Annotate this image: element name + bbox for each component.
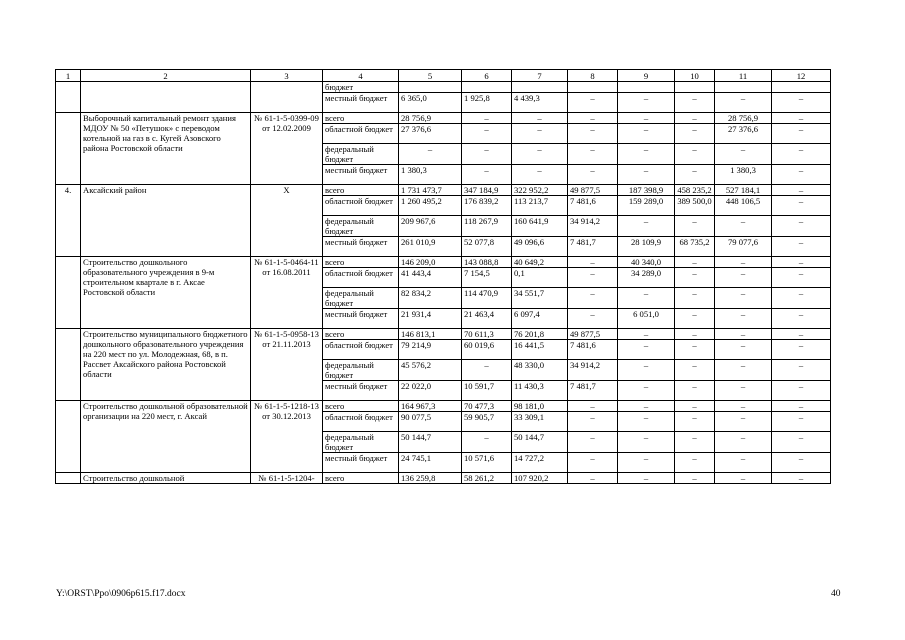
table-row bbox=[56, 329, 831, 340]
value-cell: 6 051,0 bbox=[618, 309, 675, 329]
value-cell: 7 481,7 bbox=[568, 381, 618, 401]
row-number-cell bbox=[56, 401, 81, 473]
funding-source-cell: местный бюджет bbox=[323, 453, 399, 473]
value-cell: – bbox=[512, 113, 568, 124]
object-name-cell: Строительство дошкольной образовательной организации на 220 мест, г. Аксай bbox=[81, 401, 251, 473]
value-cell bbox=[512, 82, 568, 93]
value-cell: – bbox=[772, 196, 831, 216]
object-name-cell bbox=[81, 82, 251, 113]
funding-source-cell: всего bbox=[323, 329, 399, 340]
value-cell: – bbox=[772, 381, 831, 401]
value-cell: 70 611,3 bbox=[462, 329, 512, 340]
table-row bbox=[56, 185, 831, 196]
value-cell: – bbox=[618, 340, 675, 360]
value-cell: 60 019,6 bbox=[462, 340, 512, 360]
expertise-number-cell: Х bbox=[251, 185, 323, 257]
column-number-cell: 11 bbox=[715, 70, 772, 82]
value-cell: 187 398,9 bbox=[618, 185, 675, 196]
funding-source-cell: федеральный бюджет bbox=[323, 360, 399, 381]
value-cell: 34 551,7 bbox=[512, 288, 568, 309]
value-cell: – bbox=[568, 309, 618, 329]
value-cell: – bbox=[772, 473, 831, 484]
funding-source-cell: всего bbox=[323, 473, 399, 484]
value-cell: 49 096,6 bbox=[512, 237, 568, 257]
value-cell: 261 010,9 bbox=[399, 237, 462, 257]
value-cell: – bbox=[618, 124, 675, 144]
row-number-cell bbox=[56, 257, 81, 329]
value-cell: 24 745,1 bbox=[399, 453, 462, 473]
value-cell: 448 106,5 bbox=[715, 196, 772, 216]
value-cell: 1 380,3 bbox=[399, 165, 462, 185]
value-cell: – bbox=[618, 216, 675, 237]
value-cell: 21 931,4 bbox=[399, 309, 462, 329]
value-cell: – bbox=[715, 257, 772, 268]
value-cell: 527 184,1 bbox=[715, 185, 772, 196]
value-cell: – bbox=[772, 216, 831, 237]
value-cell: – bbox=[772, 165, 831, 185]
expertise-number-cell: № 61-1-5-0464-11 от 16.08.2011 bbox=[251, 257, 323, 329]
value-cell: – bbox=[675, 288, 715, 309]
value-cell: – bbox=[675, 124, 715, 144]
value-cell: – bbox=[715, 216, 772, 237]
value-cell: – bbox=[772, 237, 831, 257]
row-number-cell bbox=[56, 82, 81, 113]
value-cell: – bbox=[399, 144, 462, 165]
value-cell: – bbox=[618, 93, 675, 113]
budget-table bbox=[55, 69, 831, 484]
value-cell: – bbox=[618, 329, 675, 340]
value-cell: – bbox=[675, 268, 715, 288]
value-cell: 146 209,0 bbox=[399, 257, 462, 268]
value-cell: – bbox=[675, 257, 715, 268]
value-cell: – bbox=[772, 257, 831, 268]
value-cell: – bbox=[462, 113, 512, 124]
value-cell: – bbox=[618, 401, 675, 412]
value-cell: 10 591,7 bbox=[462, 381, 512, 401]
value-cell bbox=[568, 82, 618, 93]
value-cell: 7 481,7 bbox=[568, 237, 618, 257]
value-cell: 4 439,3 bbox=[512, 93, 568, 113]
value-cell: – bbox=[675, 473, 715, 484]
value-cell: – bbox=[618, 412, 675, 432]
document-file-path: Y:\ORST\Ppo\0906p615.f17.docx bbox=[56, 589, 186, 599]
value-cell: – bbox=[675, 432, 715, 453]
value-cell: – bbox=[618, 453, 675, 473]
value-cell: – bbox=[462, 360, 512, 381]
value-cell: – bbox=[675, 113, 715, 124]
value-cell: 1 925,8 bbox=[462, 93, 512, 113]
funding-source-cell: областной бюджет bbox=[323, 268, 399, 288]
value-cell: 107 920,2 bbox=[512, 473, 568, 484]
value-cell bbox=[675, 82, 715, 93]
column-number-cell: 6 bbox=[462, 70, 512, 82]
funding-source-cell: федеральный бюджет bbox=[323, 288, 399, 309]
table-row bbox=[56, 257, 831, 268]
row-number-cell bbox=[56, 113, 81, 185]
value-cell: 59 905,7 bbox=[462, 412, 512, 432]
value-cell: 22 022,0 bbox=[399, 381, 462, 401]
value-cell: – bbox=[675, 360, 715, 381]
value-cell: – bbox=[715, 309, 772, 329]
object-name-cell: Строительство дошкольного образовательного учреждения в 9-м строительном квартале в г. Аксае Ростовской области bbox=[81, 257, 251, 329]
value-cell: 34 914,2 bbox=[568, 360, 618, 381]
value-cell: – bbox=[772, 113, 831, 124]
value-cell: – bbox=[512, 124, 568, 144]
funding-source-cell: федеральный бюджет bbox=[323, 432, 399, 453]
value-cell: 6 365,0 bbox=[399, 93, 462, 113]
object-name-cell: Выборочный капитальный ремонт здания МДОУ № 50 «Петушок» с переводом котельной на газ в с. Кугей Азовского района Ростовской области bbox=[81, 113, 251, 185]
value-cell: – bbox=[675, 93, 715, 113]
value-cell: – bbox=[772, 144, 831, 165]
value-cell bbox=[462, 82, 512, 93]
value-cell: 118 267,9 bbox=[462, 216, 512, 237]
value-cell: – bbox=[772, 268, 831, 288]
funding-source-cell: всего bbox=[323, 401, 399, 412]
value-cell: 34 289,0 bbox=[618, 268, 675, 288]
funding-source-cell: областной бюджет bbox=[323, 412, 399, 432]
value-cell: 40 649,2 bbox=[512, 257, 568, 268]
value-cell: 40 340,0 bbox=[618, 257, 675, 268]
value-cell: – bbox=[675, 309, 715, 329]
value-cell: 1 380,3 bbox=[715, 165, 772, 185]
value-cell: – bbox=[715, 412, 772, 432]
value-cell: – bbox=[772, 401, 831, 412]
object-name-cell: Строительство муниципального бюджетного дошкольного образовательного учреждения на 220 мест по ул. Молодежная, 68, в п. Рассвет Аксайского района Ростовской области bbox=[81, 329, 251, 401]
value-cell: – bbox=[675, 144, 715, 165]
value-cell: – bbox=[568, 453, 618, 473]
value-cell: 347 184,9 bbox=[462, 185, 512, 196]
value-cell: 209 967,6 bbox=[399, 216, 462, 237]
value-cell bbox=[618, 82, 675, 93]
value-cell: 6 097,4 bbox=[512, 309, 568, 329]
value-cell bbox=[715, 82, 772, 93]
value-cell: 7 481,6 bbox=[568, 196, 618, 216]
expertise-number-cell: № 61-1-5-0399-09 от 12.02.2009 bbox=[251, 113, 323, 185]
value-cell: 50 144,7 bbox=[399, 432, 462, 453]
column-number-cell: 10 bbox=[675, 70, 715, 82]
funding-source-cell: местный бюджет bbox=[323, 165, 399, 185]
value-cell: – bbox=[715, 144, 772, 165]
table-row bbox=[56, 113, 831, 124]
value-cell bbox=[772, 82, 831, 93]
table-row bbox=[56, 82, 831, 93]
value-cell: 458 235,2 bbox=[675, 185, 715, 196]
value-cell: – bbox=[568, 257, 618, 268]
value-cell: – bbox=[715, 453, 772, 473]
value-cell: – bbox=[462, 165, 512, 185]
value-cell: – bbox=[715, 288, 772, 309]
value-cell bbox=[399, 82, 462, 93]
table-row bbox=[56, 473, 831, 484]
value-cell: – bbox=[715, 268, 772, 288]
value-cell: – bbox=[772, 453, 831, 473]
value-cell: 68 735,2 bbox=[675, 237, 715, 257]
funding-source-cell: местный бюджет bbox=[323, 93, 399, 113]
value-cell: 146 813,1 bbox=[399, 329, 462, 340]
value-cell: – bbox=[772, 185, 831, 196]
value-cell: 136 259,8 bbox=[399, 473, 462, 484]
value-cell: – bbox=[675, 329, 715, 340]
value-cell: – bbox=[512, 144, 568, 165]
value-cell: – bbox=[772, 288, 831, 309]
value-cell: 50 144,7 bbox=[512, 432, 568, 453]
value-cell: – bbox=[568, 412, 618, 432]
value-cell: – bbox=[568, 93, 618, 113]
value-cell: – bbox=[568, 473, 618, 484]
funding-source-cell: местный бюджет bbox=[323, 237, 399, 257]
value-cell: 11 430,3 bbox=[512, 381, 568, 401]
page-number: 40 bbox=[831, 589, 841, 599]
value-cell: – bbox=[675, 453, 715, 473]
column-number-cell: 2 bbox=[81, 70, 251, 82]
value-cell: 143 088,8 bbox=[462, 257, 512, 268]
value-cell: 76 201,8 bbox=[512, 329, 568, 340]
value-cell: 160 641,9 bbox=[512, 216, 568, 237]
value-cell: – bbox=[568, 144, 618, 165]
value-cell: – bbox=[618, 473, 675, 484]
value-cell: 45 576,2 bbox=[399, 360, 462, 381]
value-cell: 14 727,2 bbox=[512, 453, 568, 473]
column-number-cell: 7 bbox=[512, 70, 568, 82]
funding-source-cell: всего bbox=[323, 113, 399, 124]
value-cell: – bbox=[772, 309, 831, 329]
expertise-number-cell: № 61-1-5-1204- bbox=[251, 473, 323, 484]
value-cell: 28 756,9 bbox=[399, 113, 462, 124]
value-cell: 159 289,0 bbox=[618, 196, 675, 216]
value-cell: 28 756,9 bbox=[715, 113, 772, 124]
value-cell: 82 834,2 bbox=[399, 288, 462, 309]
funding-source-cell: областной бюджет bbox=[323, 124, 399, 144]
value-cell: 7 481,6 bbox=[568, 340, 618, 360]
value-cell: 114 470,9 bbox=[462, 288, 512, 309]
value-cell: – bbox=[568, 113, 618, 124]
value-cell: – bbox=[618, 381, 675, 401]
value-cell: – bbox=[772, 329, 831, 340]
funding-source-cell: областной бюджет bbox=[323, 340, 399, 360]
value-cell: – bbox=[715, 473, 772, 484]
value-cell: 322 952,2 bbox=[512, 185, 568, 196]
value-cell: 48 330,0 bbox=[512, 360, 568, 381]
value-cell: – bbox=[715, 329, 772, 340]
funding-source-cell: областной бюджет bbox=[323, 196, 399, 216]
value-cell: – bbox=[715, 360, 772, 381]
expertise-number-cell bbox=[251, 82, 323, 113]
value-cell: 79 077,6 bbox=[715, 237, 772, 257]
table-row bbox=[56, 401, 831, 412]
value-cell: – bbox=[568, 288, 618, 309]
value-cell: – bbox=[675, 165, 715, 185]
funding-source-cell: федеральный бюджет bbox=[323, 216, 399, 237]
value-cell: – bbox=[772, 93, 831, 113]
value-cell: 113 213,7 bbox=[512, 196, 568, 216]
value-cell: – bbox=[462, 432, 512, 453]
column-number-cell: 1 bbox=[56, 70, 81, 82]
expertise-number-cell: № 61-1-5-0958-13 от 21.11.2013 bbox=[251, 329, 323, 401]
value-cell: – bbox=[512, 165, 568, 185]
value-cell: – bbox=[568, 401, 618, 412]
value-cell: 98 181,0 bbox=[512, 401, 568, 412]
column-number-cell: 5 bbox=[399, 70, 462, 82]
value-cell: – bbox=[462, 144, 512, 165]
value-cell: 52 077,8 bbox=[462, 237, 512, 257]
value-cell: 7 154,5 bbox=[462, 268, 512, 288]
value-cell: 41 443,4 bbox=[399, 268, 462, 288]
funding-source-cell: всего bbox=[323, 185, 399, 196]
value-cell: – bbox=[618, 432, 675, 453]
value-cell: – bbox=[772, 412, 831, 432]
column-number-cell: 3 bbox=[251, 70, 323, 82]
object-name-cell: Строительство дошкольной bbox=[81, 473, 251, 484]
value-cell: – bbox=[715, 401, 772, 412]
value-cell: – bbox=[675, 401, 715, 412]
value-cell: 90 077,5 bbox=[399, 412, 462, 432]
value-cell: 79 214,9 bbox=[399, 340, 462, 360]
value-cell: 176 839,2 bbox=[462, 196, 512, 216]
value-cell: – bbox=[568, 268, 618, 288]
value-cell: – bbox=[568, 432, 618, 453]
value-cell: 33 309,1 bbox=[512, 412, 568, 432]
value-cell: – bbox=[568, 165, 618, 185]
value-cell: – bbox=[715, 93, 772, 113]
value-cell: – bbox=[675, 412, 715, 432]
value-cell: 49 877,5 bbox=[568, 185, 618, 196]
value-cell: 1 260 495,2 bbox=[399, 196, 462, 216]
value-cell: – bbox=[772, 432, 831, 453]
object-name-cell: Аксайский район bbox=[81, 185, 251, 257]
value-cell: – bbox=[618, 113, 675, 124]
value-cell: 27 376,6 bbox=[399, 124, 462, 144]
funding-source-cell: всего bbox=[323, 257, 399, 268]
expertise-number-cell: № 61-1-5-1218-13 от 30.12.2013 bbox=[251, 401, 323, 473]
column-number-cell: 8 bbox=[568, 70, 618, 82]
value-cell: 389 500,0 bbox=[675, 196, 715, 216]
value-cell: 164 967,3 bbox=[399, 401, 462, 412]
value-cell: 34 914,2 bbox=[568, 216, 618, 237]
value-cell: – bbox=[715, 340, 772, 360]
value-cell: 27 376,6 bbox=[715, 124, 772, 144]
row-number-cell bbox=[56, 473, 81, 484]
value-cell: 49 877,5 bbox=[568, 329, 618, 340]
value-cell: 28 109,9 bbox=[618, 237, 675, 257]
row-number-cell: 4. bbox=[56, 185, 81, 257]
value-cell: – bbox=[772, 360, 831, 381]
value-cell: 1 731 473,7 bbox=[399, 185, 462, 196]
value-cell: 58 261,2 bbox=[462, 473, 512, 484]
value-cell: – bbox=[618, 144, 675, 165]
value-cell: 21 463,4 bbox=[462, 309, 512, 329]
value-cell: 16 441,5 bbox=[512, 340, 568, 360]
value-cell: – bbox=[772, 340, 831, 360]
value-cell: 10 571,6 bbox=[462, 453, 512, 473]
column-number-cell: 4 bbox=[323, 70, 399, 82]
value-cell: – bbox=[675, 381, 715, 401]
column-number-cell: 12 bbox=[772, 70, 831, 82]
value-cell: – bbox=[675, 340, 715, 360]
funding-source-cell: местный бюджет bbox=[323, 309, 399, 329]
funding-source-cell: бюджет bbox=[323, 82, 399, 93]
funding-source-cell: местный бюджет bbox=[323, 381, 399, 401]
value-cell: – bbox=[618, 288, 675, 309]
column-number-cell: 9 bbox=[618, 70, 675, 82]
value-cell: – bbox=[618, 360, 675, 381]
value-cell: – bbox=[715, 381, 772, 401]
value-cell: 0,1 bbox=[512, 268, 568, 288]
column-number-row bbox=[56, 70, 831, 82]
value-cell: – bbox=[715, 432, 772, 453]
value-cell: 70 477,3 bbox=[462, 401, 512, 412]
value-cell: – bbox=[568, 124, 618, 144]
value-cell: – bbox=[618, 165, 675, 185]
row-number-cell bbox=[56, 329, 81, 401]
value-cell: – bbox=[675, 216, 715, 237]
funding-source-cell: федеральный бюджет bbox=[323, 144, 399, 165]
value-cell: – bbox=[462, 124, 512, 144]
value-cell: – bbox=[772, 124, 831, 144]
